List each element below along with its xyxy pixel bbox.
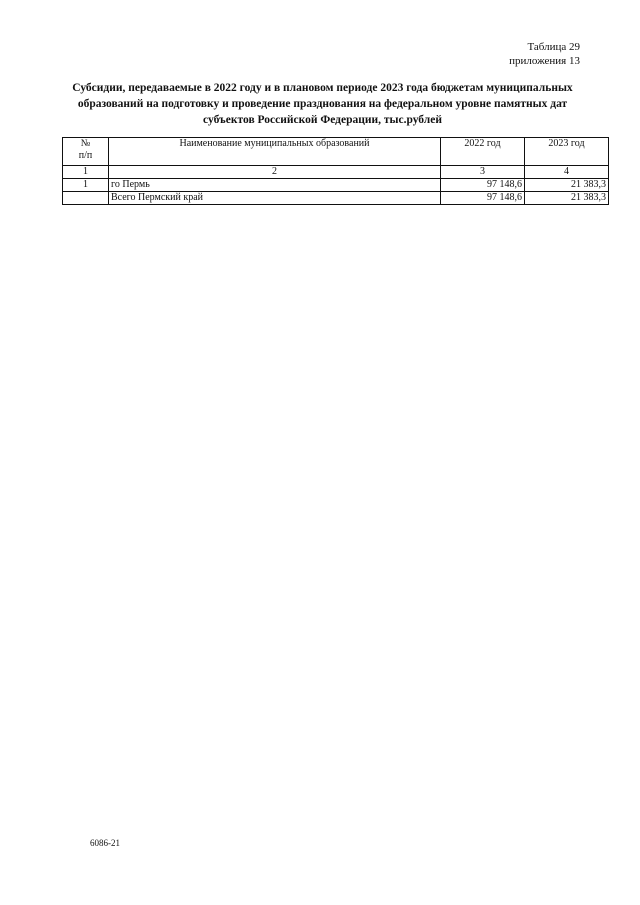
title-line-3: субъектов Российской Федерации, тыс.рублей [203, 114, 442, 126]
header-year-2023: 2023 год [525, 138, 609, 166]
column-index: 3 [441, 166, 525, 179]
row-number: 1 [63, 179, 109, 192]
header-number-symbol: № [80, 138, 91, 149]
title-line-2: образований на подготовку и проведение празднования на федеральном уровне памятных дат [77, 98, 568, 110]
table-total-row [63, 192, 609, 205]
total-2023: 21 383,3 [525, 192, 609, 205]
amount-2023: 21 383,3 [525, 179, 609, 192]
header-number-label: п/п [78, 150, 93, 161]
column-index: 2 [109, 166, 441, 179]
table-number: Таблица 29 [527, 41, 580, 53]
total-label: Всего Пермский край [109, 192, 441, 205]
header-number [63, 138, 109, 166]
row-number [63, 192, 109, 205]
column-index: 4 [525, 166, 609, 179]
column-index: 1 [63, 166, 109, 179]
table-header-row [63, 138, 609, 166]
column-index-row [63, 166, 609, 179]
document-code: 6086-21 [90, 838, 120, 848]
total-2022: 97 148,6 [441, 192, 525, 205]
header-year-2022: 2022 год [441, 138, 525, 166]
amount-2022: 97 148,6 [441, 179, 525, 192]
title-line-1: Субсидии, передаваемые в 2022 году и в плановом периоде 2023 года бюджетам муниципальных [72, 82, 573, 94]
subsidies-table [62, 137, 609, 205]
appendix-number: приложения 13 [509, 55, 580, 67]
table-row [63, 179, 609, 192]
table-reference [509, 40, 580, 68]
header-name: Наименование муниципальных образований [109, 138, 441, 166]
municipality-name: го Пермь [109, 179, 441, 192]
document-title [60, 80, 585, 128]
